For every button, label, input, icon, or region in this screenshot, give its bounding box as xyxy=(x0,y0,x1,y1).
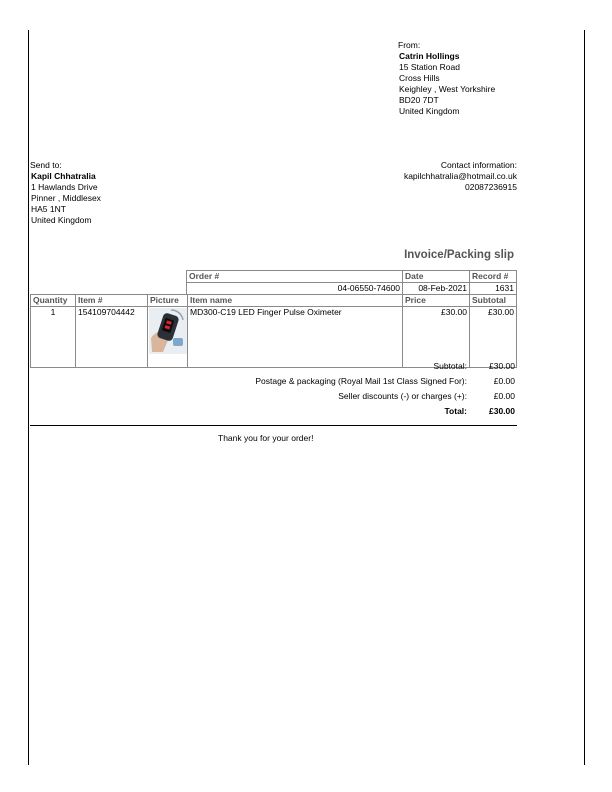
items-header-row xyxy=(31,295,517,307)
sender-address xyxy=(398,40,495,117)
left-border-line xyxy=(28,30,29,765)
sender-line: Cross Hills xyxy=(399,73,440,83)
item-number-header: Item # xyxy=(76,295,148,307)
postage-row xyxy=(150,374,517,389)
total-value: £30.00 xyxy=(489,406,515,416)
subtotal-label: Subtotal: xyxy=(433,361,467,371)
record-header: Record # xyxy=(470,271,517,283)
recipient-line: United Kingdom xyxy=(31,215,92,225)
item-name-header: Item name xyxy=(188,295,403,307)
send-to-label: Send to: xyxy=(30,160,62,170)
date-header: Date xyxy=(403,271,470,283)
pulse-oximeter-photo-icon xyxy=(149,308,187,354)
recipient-name: Kapil Chhatralia xyxy=(31,171,96,181)
recipient-line: Pinner , Middlesex xyxy=(31,193,101,203)
postage-label: Postage & packaging (Royal Mail 1st Class Signed For): xyxy=(255,376,467,386)
contact-email: kapilchhatralia@hotmail.co.uk xyxy=(403,171,517,181)
right-border-line xyxy=(584,30,585,765)
total-row xyxy=(150,404,517,419)
recipient-address xyxy=(30,160,101,226)
from-label: From: xyxy=(398,40,421,50)
picture-header: Picture xyxy=(148,295,188,307)
contact-label: Contact information: xyxy=(440,160,517,170)
item-name: MD300-C19 LED Finger Pulse Oximeter xyxy=(188,307,403,368)
order-number-header: Order # xyxy=(187,271,403,283)
item-quantity: 1 xyxy=(31,307,76,368)
quantity-header: Quantity xyxy=(31,295,76,307)
contact-phone: 02087236915 xyxy=(464,182,517,192)
subtotal-value: £30.00 xyxy=(489,361,515,371)
item-subtotal: £30.00 xyxy=(470,307,517,368)
order-number: 04-06550-74600 xyxy=(187,283,403,295)
sender-line: Keighley , West Yorkshire xyxy=(399,84,496,94)
recipient-line: HA5 1NT xyxy=(31,204,66,214)
recipient-line: 1 Hawlands Drive xyxy=(31,182,98,192)
price-header: Price xyxy=(403,295,470,307)
totals-table xyxy=(150,359,517,419)
sender-line: United Kingdom xyxy=(399,106,460,116)
discounts-row xyxy=(150,389,517,404)
items-table xyxy=(30,294,517,368)
total-label: Total: xyxy=(444,406,467,416)
item-price: £30.00 xyxy=(403,307,470,368)
subtotal-header: Subtotal xyxy=(470,295,517,307)
sender-line: 15 Station Road xyxy=(399,62,460,72)
order-date: 08-Feb-2021 xyxy=(403,283,470,295)
order-value-row xyxy=(187,283,517,295)
discounts-label: Seller discounts (-) or charges (+): xyxy=(338,391,467,401)
thank-you-message: Thank you for your order! xyxy=(218,433,314,443)
sender-line: BD20 7DT xyxy=(399,95,439,105)
subtotal-row xyxy=(150,359,517,374)
order-header-row xyxy=(187,271,517,283)
record-number: 1631 xyxy=(470,283,517,295)
contact-information xyxy=(360,160,517,193)
sender-name: Catrin Hollings xyxy=(399,51,460,61)
postage-value: £0.00 xyxy=(493,376,515,386)
item-number: 154109704442 xyxy=(76,307,148,368)
order-info-table xyxy=(186,270,517,295)
divider xyxy=(30,425,517,426)
discounts-value: £0.00 xyxy=(493,391,515,401)
page-title: Invoice/Packing slip xyxy=(404,249,514,261)
